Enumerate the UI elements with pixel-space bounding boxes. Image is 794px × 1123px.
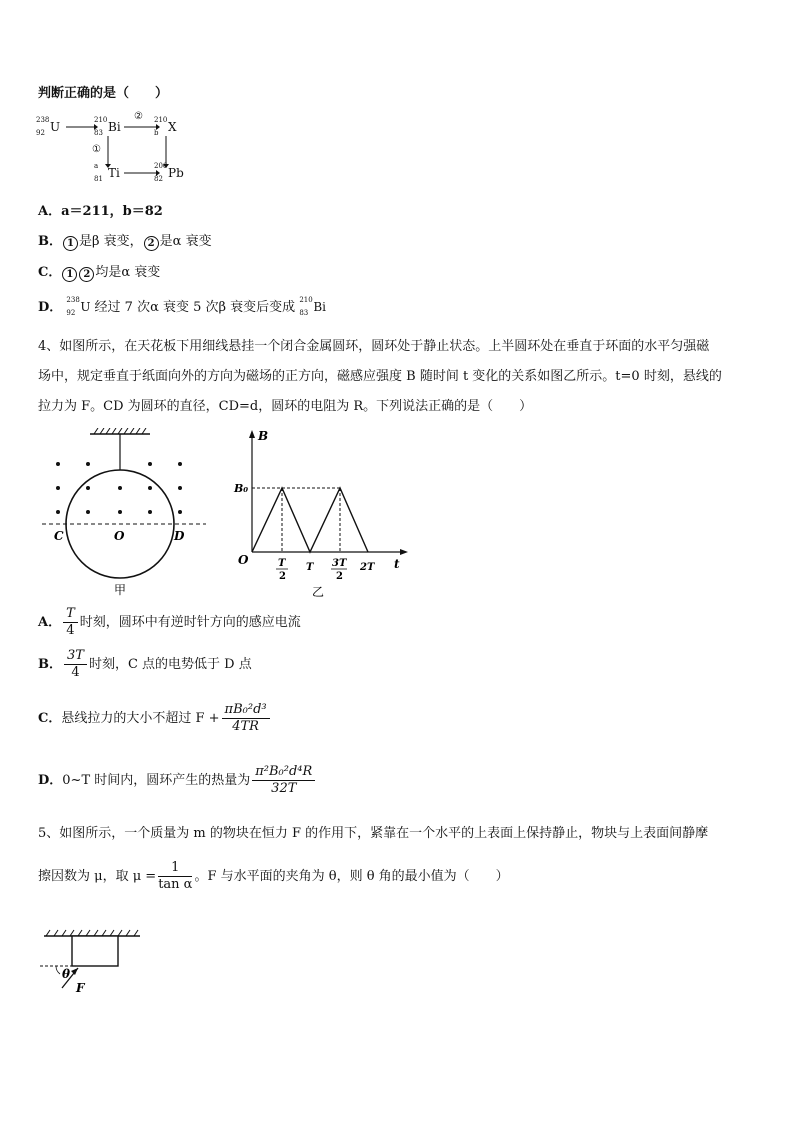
tick-b0: B₀	[234, 482, 249, 495]
q5-stem-line-1: 5、如图所示，一个质量为 m 的物块在恒力 F 的作用下，紧靠在一个水平的上表面上保持静止，物块与上表面间静摩	[38, 826, 709, 841]
caption-jia: 甲	[114, 583, 127, 597]
label-d: D	[174, 529, 185, 543]
q4-option-b: B． $\frac{3T}{4}$ 时刻，C 点的电势低于 D 点	[38, 648, 252, 680]
tick-t2-num: T	[278, 558, 286, 569]
label-o: O	[114, 529, 125, 543]
q4-stem-line-1: 4、如图所示，在天花板下用细线悬挂一个闭合金属圆环，圆环处于静止状态。上半圆环处在垂直于环面的水平匀强磁	[38, 339, 710, 354]
circled-1-icon: 1	[62, 267, 77, 282]
option-d: D． 238 92 U 经过 7 次α 衰变 5 次β 衰变后变成 210 83 Bi	[38, 296, 326, 317]
axis-label-t: t	[394, 557, 400, 571]
nuclide-pb: 206 82 Pb	[154, 162, 184, 183]
nuclide-ti: a 81 Ti	[94, 162, 120, 183]
step-label-2: ②	[134, 111, 143, 122]
option-c: C． 1 2 均是α 衰变	[38, 265, 161, 280]
figure-block-force	[40, 926, 150, 998]
nuclide-u: 238 92 U	[36, 116, 61, 137]
tick-t2-den: 2	[279, 571, 286, 582]
q4-option-a: A． $\frac{T}{4}$ 时刻，圆环中有逆时针方向的感应电流	[38, 606, 301, 638]
block	[72, 936, 118, 966]
option-b: B． 1 是β 衰变， 2 是α 衰变	[38, 234, 212, 249]
tick-2t: 2T	[360, 562, 375, 573]
figure-yi-graph	[230, 430, 410, 600]
tick-3t2-num: 3T	[332, 558, 347, 569]
label-f: F	[76, 981, 85, 995]
circled-2-icon: 2	[144, 236, 159, 251]
tick-3t2-den: 2	[336, 571, 343, 582]
arrow-down-icon	[104, 136, 112, 168]
step-label-1: ①	[92, 144, 101, 155]
label-theta: θ	[62, 967, 71, 981]
figure-jia	[40, 428, 210, 600]
nuclide-x: 210 b X	[154, 116, 177, 137]
label-c: C	[54, 529, 64, 543]
q5-stem-line-2: 擦因数为 μ，取 μ = $\frac{1}{\text{tan α}}$ 。F 与水平面的夹角为 θ，则 θ 角的最小值为（ ）	[38, 860, 509, 892]
nuclide-bi: 210 83 Bi	[94, 116, 121, 137]
circled-1-icon: 1	[63, 236, 78, 251]
q4-option-c: C．悬线拉力的大小不超过 F + $\frac{\text{πB₀²d³}}{4TR}$	[38, 702, 272, 735]
caption-yi: 乙	[312, 585, 325, 599]
tick-t: T	[306, 562, 314, 573]
origin-label: O	[238, 553, 249, 567]
option-a: A．a＝211，b＝82	[38, 204, 163, 219]
q4-option-d: D．0~T 时间内，圆环产生的热量为 $\frac{\text{π²B₀²d⁴R}}{32T}$	[38, 764, 317, 797]
q4-stem-line-2: 场中，规定垂直于纸面向外的方向为磁场的正方向，磁感应强度 B 随时间 t 变化的关系如图乙所示。t=0 时刻，悬线的	[38, 369, 722, 384]
intro-line: 判断正确的是（ ）	[38, 86, 169, 101]
force-arrow-icon	[71, 968, 78, 975]
q4-stem-line-3: 拉力为 F。CD 为圆环的直径，CD=d，圆环的电阻为 R。下列说法正确的是（ ）	[38, 399, 533, 414]
axis-label-b: B	[258, 430, 269, 443]
circled-2-icon: 2	[79, 267, 94, 282]
decay-scheme	[36, 111, 196, 186]
b-t-curve	[252, 488, 368, 552]
